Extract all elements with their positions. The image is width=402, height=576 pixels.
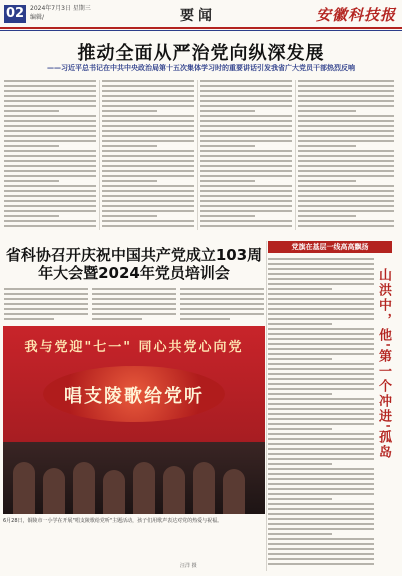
text-line (102, 200, 194, 202)
text-line (268, 263, 374, 265)
text-line (102, 190, 194, 192)
text-line (268, 508, 374, 510)
text-line (200, 185, 292, 187)
text-line (268, 528, 374, 530)
story2-text-col-2 (92, 288, 176, 323)
text-line (268, 393, 332, 395)
text-line (200, 95, 292, 97)
text-line (268, 398, 374, 400)
text-line (4, 140, 96, 142)
text-line (268, 363, 374, 365)
text-line (268, 563, 374, 565)
text-line (298, 125, 394, 127)
text-line (102, 145, 157, 147)
text-line (180, 288, 264, 290)
text-line (102, 115, 194, 117)
text-line (298, 145, 356, 147)
story2-headline: 省科协召开庆祝中国共产党成立103周年大会暨2024年党员培训会 (5, 246, 263, 282)
people-silhouettes (3, 442, 265, 514)
text-line (268, 468, 374, 470)
text-line (4, 220, 96, 222)
sidebar-banner: 党旗在基层一线高高飘扬 (268, 241, 392, 253)
person-figure (73, 462, 95, 514)
person-figure (193, 462, 215, 514)
text-line (200, 140, 292, 142)
text-line (102, 95, 194, 97)
text-line (4, 165, 96, 167)
text-line (268, 428, 332, 430)
text-line (200, 160, 292, 162)
text-line (102, 225, 194, 227)
text-line (268, 498, 332, 500)
text-line (92, 313, 176, 315)
text-line (200, 225, 292, 227)
text-line (200, 220, 292, 222)
text-line (268, 258, 374, 260)
text-line (298, 180, 356, 182)
text-line (268, 478, 374, 480)
text-line (102, 120, 194, 122)
text-line (298, 80, 394, 82)
text-line (268, 378, 374, 380)
text-line (298, 195, 394, 197)
text-line (4, 95, 96, 97)
text-line (180, 298, 264, 300)
text-line (268, 323, 332, 325)
text-line (4, 150, 96, 152)
text-line (298, 200, 394, 202)
text-line (4, 185, 96, 187)
text-line (200, 110, 255, 112)
text-line (268, 298, 374, 300)
text-line (4, 318, 54, 320)
lead-text-col-4 (298, 80, 394, 230)
text-line (298, 100, 394, 102)
text-line (200, 165, 292, 167)
text-line (180, 318, 230, 320)
story2-text-col-3 (180, 288, 264, 323)
text-line (200, 210, 292, 212)
text-line (268, 313, 374, 315)
text-line (180, 313, 264, 315)
text-line (102, 210, 194, 212)
text-line (102, 195, 194, 197)
text-line (92, 308, 176, 310)
text-line (268, 558, 374, 560)
text-line (298, 175, 394, 177)
text-line (4, 120, 96, 122)
lead-subtitle: ——习近平总书记在中共中央政治局第十五次集体学习时的重要讲话引发我省广大党员干部热烈反响 (47, 64, 355, 72)
text-line (92, 298, 176, 300)
text-line (298, 185, 394, 187)
text-line (180, 308, 264, 310)
text-line (200, 115, 292, 117)
text-line (200, 175, 292, 177)
text-line (298, 120, 394, 122)
text-line (298, 225, 394, 227)
text-line (298, 90, 394, 92)
text-line (4, 288, 88, 290)
text-line (298, 135, 394, 137)
text-line (200, 105, 292, 107)
header-rule-red (0, 27, 402, 29)
story2-text-col-1 (4, 288, 88, 323)
text-line (4, 175, 96, 177)
text-line (180, 303, 264, 305)
text-line (298, 170, 394, 172)
text-line (268, 433, 374, 435)
text-line (268, 328, 374, 330)
text-line (268, 418, 374, 420)
text-line (298, 205, 394, 207)
text-line (268, 268, 374, 270)
text-line (268, 358, 332, 360)
text-line (268, 413, 374, 415)
text-line (268, 293, 374, 295)
header-rule-blue (0, 30, 402, 31)
text-line (298, 85, 394, 87)
text-line (102, 175, 194, 177)
text-line (92, 318, 142, 320)
text-line (268, 278, 374, 280)
text-line (102, 110, 157, 112)
text-line (102, 155, 194, 157)
person-figure (163, 466, 185, 514)
lead-text-col-2 (102, 80, 194, 230)
sidebar-divider (266, 241, 267, 571)
text-line (102, 100, 194, 102)
text-line (298, 115, 394, 117)
text-line (4, 298, 88, 300)
text-line (102, 135, 194, 137)
newspaper-logo: 安徽科技报 (315, 6, 396, 24)
person-figure (13, 462, 35, 514)
stage-text: 唱支陵歌给党听 (64, 386, 204, 407)
text-line (102, 205, 194, 207)
text-line (268, 518, 374, 520)
text-line (4, 180, 59, 182)
text-line (102, 90, 194, 92)
text-line (298, 95, 394, 97)
text-line (200, 85, 292, 87)
text-line (268, 338, 374, 340)
editor-line: 编辑/ (30, 14, 45, 21)
text-line (298, 150, 394, 152)
text-line (102, 125, 194, 127)
text-line (268, 543, 374, 545)
text-line (268, 488, 374, 490)
text-line (92, 303, 176, 305)
text-line (200, 100, 292, 102)
text-line (4, 293, 88, 295)
text-line (102, 185, 194, 187)
text-line (200, 205, 292, 207)
text-line (200, 90, 292, 92)
text-line (102, 85, 194, 87)
text-line (268, 388, 374, 390)
date-line: 2024年7月3日 星期三 (30, 5, 91, 12)
text-line (268, 303, 374, 305)
text-line (268, 473, 374, 475)
text-line (102, 140, 194, 142)
event-photo (3, 326, 265, 514)
text-line (4, 110, 59, 112)
text-line (102, 215, 157, 217)
lead-divider-1 (99, 80, 100, 230)
text-line (268, 463, 332, 465)
text-line (298, 105, 394, 107)
text-line (268, 318, 374, 320)
text-line (4, 303, 88, 305)
text-line (268, 343, 374, 345)
page-number: 02 (5, 6, 25, 21)
text-line (102, 180, 157, 182)
text-line (4, 205, 96, 207)
photo-caption: 6月28日，铜陵市一小学在开展"唱支陵歌给党听"主题活动，孩子们用歌声表达对党的热爱与祝福。 (3, 518, 223, 524)
text-line (4, 313, 88, 315)
text-line (4, 210, 96, 212)
text-line (102, 160, 194, 162)
text-line (298, 110, 356, 112)
text-line (268, 438, 374, 440)
text-line (268, 368, 374, 370)
text-line (298, 190, 394, 192)
text-line (200, 215, 255, 217)
person-figure (43, 468, 65, 514)
text-line (268, 553, 374, 555)
lead-headline: 推动全面从严治党向纵深发展 (77, 43, 325, 64)
text-line (268, 483, 374, 485)
lead-divider-3 (295, 80, 296, 230)
text-line (268, 383, 374, 385)
text-line (4, 225, 96, 227)
text-line (4, 190, 96, 192)
text-line (268, 533, 332, 535)
text-line (268, 353, 374, 355)
text-line (102, 165, 194, 167)
text-line (200, 200, 292, 202)
text-line (268, 458, 374, 460)
text-line (200, 80, 292, 82)
text-line (4, 90, 96, 92)
text-line (298, 220, 394, 222)
text-line (4, 200, 96, 202)
text-line (4, 105, 96, 107)
text-line (298, 130, 394, 132)
lead-text-col-3 (200, 80, 292, 230)
masthead (0, 0, 402, 30)
text-line (200, 170, 292, 172)
text-line (268, 288, 332, 290)
text-line (268, 538, 374, 540)
sidebar-text (268, 258, 374, 568)
text-line (268, 273, 374, 275)
text-line (4, 170, 96, 172)
text-line (200, 145, 255, 147)
text-line (268, 523, 374, 525)
lead-text-col-1 (4, 80, 96, 230)
text-line (268, 373, 374, 375)
text-line (298, 210, 394, 212)
text-line (268, 308, 374, 310)
text-line (4, 308, 88, 310)
photo-byline: 汪洋 摄 (180, 563, 197, 569)
text-line (4, 125, 96, 127)
text-line (200, 150, 292, 152)
text-line (4, 130, 96, 132)
text-line (200, 180, 255, 182)
text-line (298, 215, 356, 217)
text-line (268, 513, 374, 515)
text-line (268, 443, 374, 445)
text-line (268, 408, 374, 410)
text-line (298, 140, 394, 142)
text-line (180, 293, 264, 295)
person-figure (223, 469, 245, 514)
text-line (268, 493, 374, 495)
text-line (268, 453, 374, 455)
header-info (30, 4, 91, 22)
text-line (268, 283, 374, 285)
text-line (268, 348, 374, 350)
text-line (92, 288, 176, 290)
text-line (102, 130, 194, 132)
section-title: 要闻 (180, 8, 216, 24)
text-line (102, 150, 194, 152)
text-line (200, 130, 292, 132)
text-line (200, 190, 292, 192)
photo-slogan: 我与党迎"七一" 同心共党心向党 (24, 340, 244, 355)
text-line (200, 120, 292, 122)
text-line (268, 423, 374, 425)
text-line (4, 215, 59, 217)
text-line (4, 100, 96, 102)
text-line (298, 165, 394, 167)
text-line (4, 195, 96, 197)
text-line (92, 293, 176, 295)
text-line (268, 548, 374, 550)
lead-divider-2 (197, 80, 198, 230)
text-line (4, 135, 96, 137)
text-line (200, 125, 292, 127)
text-line (268, 403, 374, 405)
text-line (200, 155, 292, 157)
text-line (4, 85, 96, 87)
text-line (102, 80, 194, 82)
person-figure (133, 462, 155, 514)
text-line (102, 105, 194, 107)
text-line (268, 448, 374, 450)
text-line (102, 220, 194, 222)
text-line (298, 160, 394, 162)
text-line (4, 155, 96, 157)
text-line (4, 160, 96, 162)
text-line (4, 80, 96, 82)
text-line (200, 135, 292, 137)
text-line (268, 503, 374, 505)
text-line (200, 195, 292, 197)
text-line (4, 145, 59, 147)
text-line (102, 170, 194, 172)
text-line (4, 115, 96, 117)
text-line (268, 333, 374, 335)
sidebar-vertical-title: 山洪中，他'第一个冲进'孤岛 (376, 268, 391, 460)
person-figure (103, 470, 125, 514)
text-line (298, 155, 394, 157)
